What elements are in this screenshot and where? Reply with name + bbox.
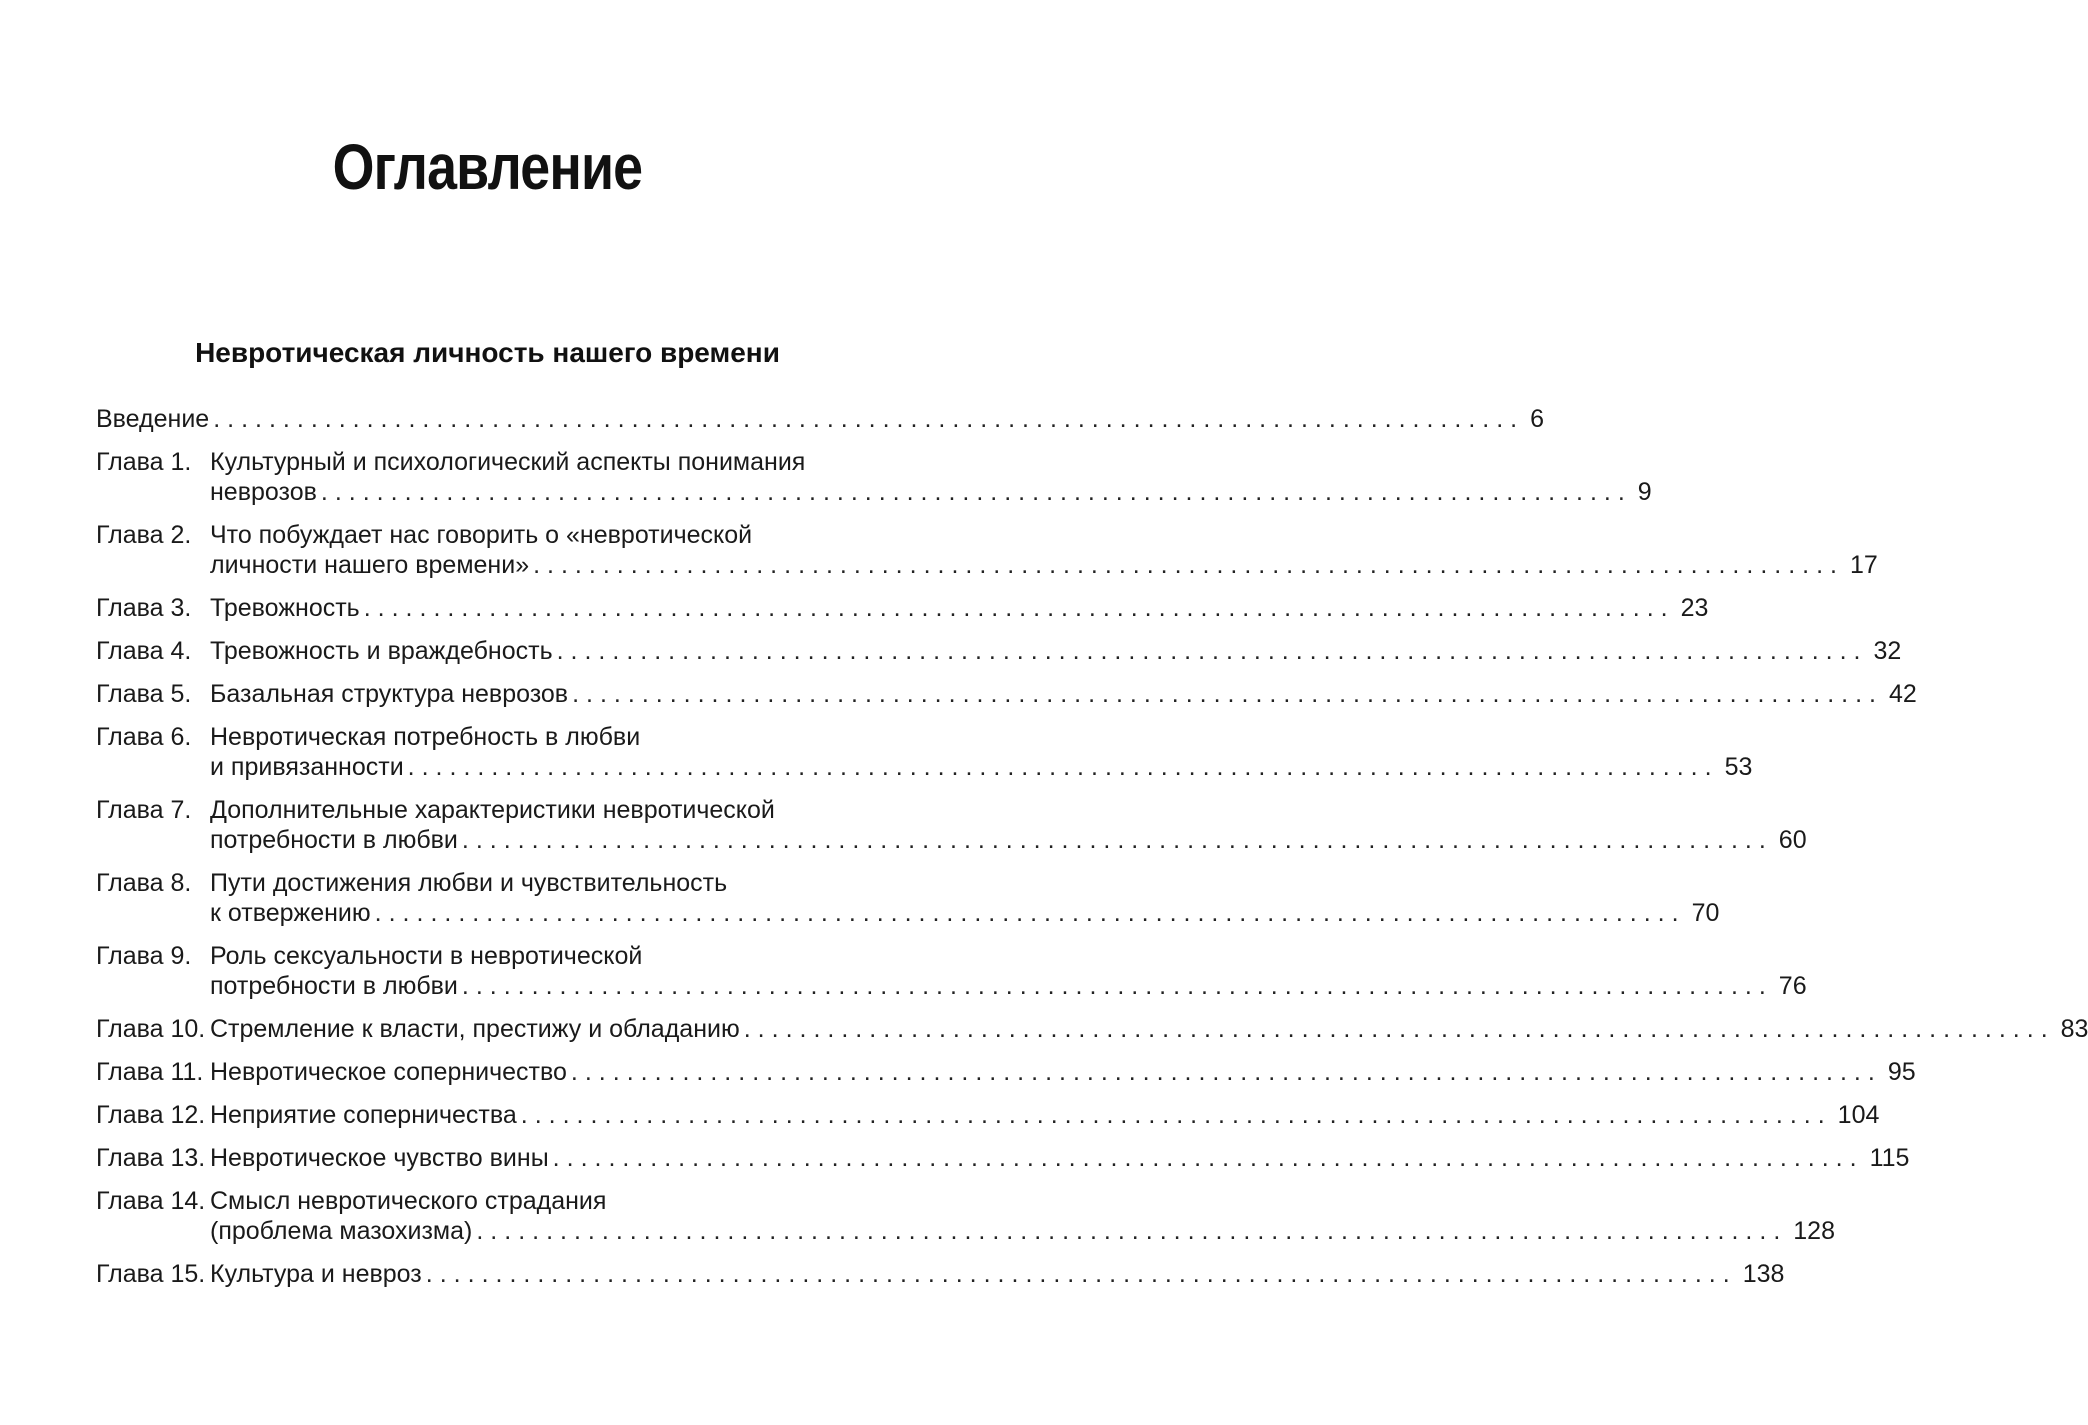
toc-entry-intro[interactable] [96,404,1545,434]
toc-label: Глава 13. [96,1144,206,1172]
toc-entry-chapter-2[interactable] [96,520,1878,580]
toc-title: личности нашего времени» [210,551,530,579]
toc-title: Пути достижения любви и чувствительность [210,869,728,897]
toc-title: Неприятие соперничества [210,1101,517,1129]
toc-entry-chapter-13[interactable] [96,1143,1910,1173]
toc-title: Что побуждает нас говорить о «невротической [210,521,753,549]
toc-title: Смысл невротического страдания [210,1187,607,1215]
toc-title: потребности в любви [210,826,458,854]
toc-label: Глава 2. [96,521,192,549]
toc-label: Глава 7. [96,796,192,824]
toc-page-number: 60 [1778,826,1807,854]
dot-leader: .............................................................................................. [476,1217,1788,1245]
toc-entry-chapter-7[interactable] [96,795,1807,855]
dot-leader: .............................................................................................. [743,1015,2055,1043]
toc-page-number: 17 [1850,551,1878,579]
toc-page-number: 23 [1680,594,1709,622]
toc-title: Невротическое соперничество [210,1058,567,1086]
toc-entry-chapter-9[interactable] [96,941,1807,1001]
toc-label: Глава 8. [96,869,192,897]
page-title: Оглавление [332,131,643,203]
toc-title: Культура и невроз [210,1260,422,1288]
toc-entry-chapter-10[interactable] [96,1014,2088,1044]
dot-leader: .............................................................................................. [363,594,1675,622]
toc-entry-chapter-5[interactable] [96,679,1917,709]
toc-entry-chapter-14[interactable] [96,1186,1835,1246]
toc-title: Введение [96,405,210,433]
toc-page-number: 138 [1742,1260,1785,1288]
toc-page-number: 95 [1887,1058,1916,1086]
toc-label: Глава 10. [96,1015,206,1043]
toc-label: Глава 11. [96,1058,204,1086]
toc-entry-chapter-8[interactable] [96,868,1720,928]
dot-leader: .............................................................................................. [461,972,1773,1000]
toc-label: Глава 15. [96,1260,206,1288]
toc-title: Культурный и психологический аспекты понимания [210,448,806,476]
dot-leader: .............................................................................................. [520,1101,1832,1129]
toc-title: потребности в любви [210,972,458,1000]
toc-title: неврозов [210,478,317,506]
toc-page-number: 6 [1530,405,1545,433]
dot-leader: .............................................................................................. [570,1058,1882,1086]
toc-title: Базальная структура неврозов [210,680,569,708]
dot-leader: .............................................................................................. [552,1144,1864,1172]
toc-page-number: 115 [1869,1144,1910,1172]
toc-label: Глава 9. [96,942,192,970]
dot-leader: .............................................................................................. [320,478,1632,506]
toc-entry-chapter-11[interactable] [96,1057,1916,1087]
toc-title: Невротическое чувство вины [210,1144,549,1172]
toc-page-number: 53 [1724,753,1753,781]
toc-title: и привязанности [210,753,404,781]
toc-title: Тревожность [210,594,360,622]
dot-leader: .............................................................................................. [556,637,1868,665]
toc-label: Глава 6. [96,723,192,751]
toc-page-number: 9 [1637,478,1652,506]
toc-title: Невротическая потребность в любви [210,723,641,751]
toc-page-number: 70 [1691,899,1720,927]
toc-entry-chapter-12[interactable] [96,1100,1880,1130]
toc-entry-chapter-3[interactable] [96,593,1709,623]
section-title: Невротическая личность нашего времени [195,337,780,368]
toc-title: (проблема мазохизма) [210,1217,473,1245]
toc-page-number: 83 [2060,1015,2088,1043]
dot-leader: .............................................................................................. [572,680,1883,708]
table-of-contents [96,404,2088,1302]
dot-leader: .............................................................................................. [374,899,1686,927]
toc-label: Глава 12. [96,1101,206,1129]
toc-entry-chapter-15[interactable] [96,1259,1785,1289]
toc-page-number: 76 [1778,972,1807,1000]
toc-label: Глава 4. [96,637,192,665]
dot-leader: .............................................................................................. [425,1260,1737,1288]
dot-leader: .............................................................................................. [461,826,1773,854]
toc-page-number: 32 [1873,637,1902,665]
dot-leader: .............................................................................................. [213,405,1525,433]
toc-page-number: 104 [1837,1101,1880,1129]
toc-entry-chapter-6[interactable] [96,722,1753,782]
toc-page-number: 128 [1793,1217,1835,1245]
toc-label: Глава 5. [96,680,192,708]
toc-label: Глава 3. [96,594,192,622]
toc-title: к отвержению [210,899,371,927]
toc-label: Глава 1. [96,448,192,476]
toc-entry-chapter-1[interactable] [96,447,1652,507]
toc-label: Глава 14. [96,1187,206,1215]
toc-entry-chapter-4[interactable] [96,636,1902,666]
toc-title: Стремление к власти, престижу и обладанию [210,1015,740,1043]
toc-page-number: 42 [1889,680,1917,708]
toc-title: Роль сексуальности в невротической [210,942,643,970]
toc-title: Дополнительные характеристики невротической [210,796,775,824]
toc-title: Тревожность и враждебность [210,637,553,665]
dot-leader: .............................................................................................. [533,551,1844,579]
dot-leader: .............................................................................................. [407,753,1719,781]
